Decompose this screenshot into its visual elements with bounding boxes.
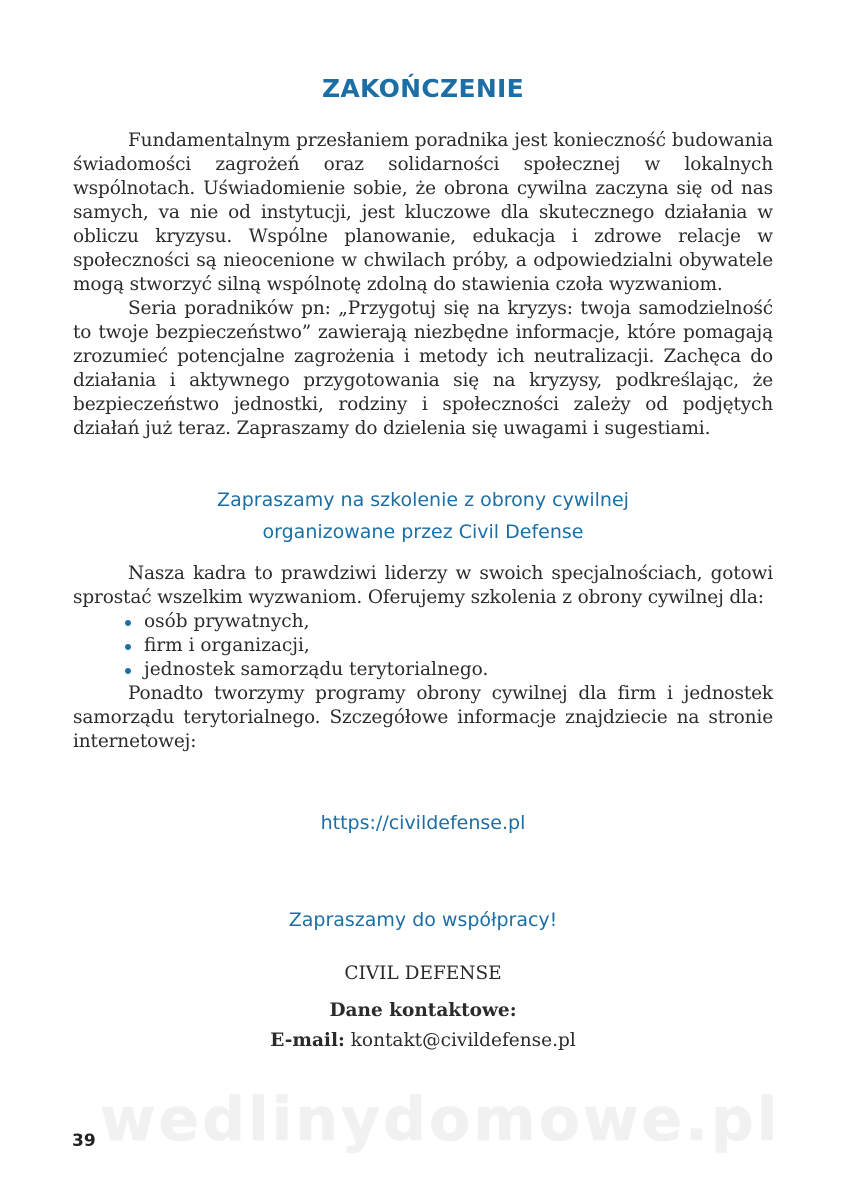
email-label: E-mail:	[270, 1030, 345, 1051]
list-item: firm i organizacji,	[125, 634, 773, 658]
website-link[interactable]: https://civildefense.pl	[320, 812, 526, 834]
contact-email-line	[73, 1030, 773, 1051]
training-paragraph-1: Nasza kadra to prawdziwi liderzy w swoich specjalnościach, gotowi sprostać wszelkim wyzwaniom. Oferujemy szkolenia z obrony cywilnej dla:	[73, 563, 773, 608]
training-section	[73, 562, 773, 754]
page-number: 39	[72, 1131, 96, 1151]
training-heading	[73, 484, 773, 548]
invite-heading: Zapraszamy do współpracy!	[288, 909, 558, 931]
watermark: wedlinydomowe.pl	[100, 1085, 781, 1155]
conclusion-paragraph-2: Seria poradników pn: „Przygotuj się na kryzys: twoja samodzielność to twoje bezpieczeństwo” zawierają niezbędne informacje, które pomagają zrozumieć potencjalne zagrożenia i metody ich neutralizacji. Zachęca do działania i aktywnego przygotowania się na kryzysy, podkreślając, że bezpieczeństwo jednostki, rodziny i społeczności zależy od podjętych działań już teraz. Zapraszamy do dzielenia się uwagami i sugestiami.	[73, 298, 773, 439]
email-address[interactable]: kontakt@civildefense.pl	[350, 1030, 576, 1051]
organization-name: CIVIL DEFENSE	[344, 963, 502, 984]
conclusion-section	[73, 129, 773, 441]
conclusion-paragraph-1: Fundamentalnym przesłaniem poradnika jest konieczność budowania świadomości zagrożeń oraz solidarności społecznej w lokalnych wspólnotach. Uświadomienie sobie, że obrona cywilna zaczyna się od nas samych, va nie od instytucji, jest kluczowe dla skutecznego działania w obliczu kryzysu. Wspólne planowanie, edukacja i zdrowe relacje w społeczności są nieocenione w chwilach próby, a odpowiedzialni obywatele mogą stworzyć silną wspólnotę zdolną do stawienia czoła wyzwaniom.	[73, 130, 773, 295]
contact-label: Dane kontaktowe:	[329, 1000, 517, 1021]
training-audience-list	[73, 610, 773, 682]
training-paragraph-2: Ponadto tworzymy programy obrony cywilnej dla firm i jednostek samorządu terytorialnego. Szczegółowe informacje znajdziecie na stronie internetowej:	[73, 683, 773, 752]
list-item: jednostek samorządu terytorialnego.	[125, 658, 773, 682]
training-heading-line-2: organizowane przez Civil Defense	[262, 521, 584, 543]
list-item: osób prywatnych,	[125, 610, 773, 634]
training-heading-line-1: Zapraszamy na szkolenie z obrony cywilnej	[217, 489, 629, 511]
page-title: ZAKOŃCZENIE	[321, 74, 525, 103]
